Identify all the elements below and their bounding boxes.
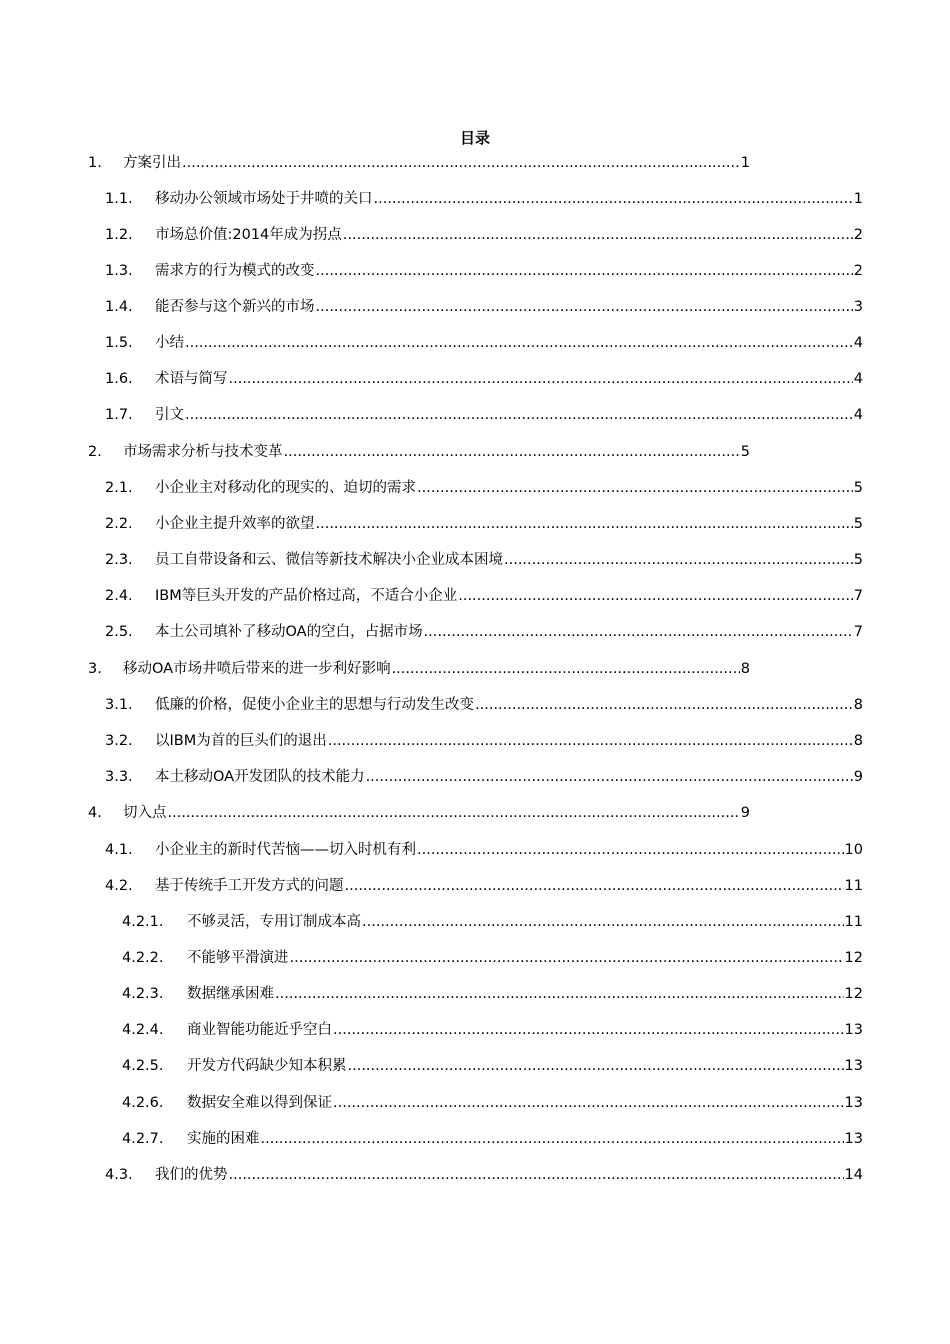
toc-entry-number: 4.2.2. (122, 950, 164, 966)
toc-dot-leader (504, 550, 853, 570)
toc-entry[interactable] (105, 840, 863, 860)
toc-entry-number: 4.2.7. (122, 1131, 164, 1147)
toc-entry-title: IBM等巨头开发的产品价格过高，不适合小企业 (155, 588, 458, 604)
toc-entry[interactable] (122, 984, 863, 1004)
toc-entry-number: 1.6. (105, 371, 133, 387)
toc-entry[interactable] (105, 333, 863, 353)
toc-entry-page-number: 7 (853, 588, 863, 604)
toc-entry[interactable] (122, 1129, 863, 1149)
toc-entry-page-number: 8 (853, 733, 863, 749)
toc-entry-page-number: 5 (740, 444, 750, 460)
toc-entry[interactable] (105, 514, 863, 534)
toc-entry-title: 需求方的行为模式的改变 (155, 263, 315, 279)
toc-entry[interactable] (122, 948, 863, 968)
toc-entry[interactable] (105, 876, 863, 896)
toc-entry-title: 数据继承困难 (187, 986, 274, 1002)
toc-entry-title: 实施的困难 (187, 1131, 260, 1147)
toc-entry[interactable] (88, 659, 750, 679)
toc-entry-number: 2.3. (105, 552, 133, 568)
toc-entry-title: 方案引出 (123, 155, 181, 171)
toc-entry-page-number: 4 (853, 407, 863, 423)
toc-entry-number: 2.4. (105, 588, 133, 604)
toc-entry-title: 能否参与这个新兴的市场 (155, 299, 315, 315)
toc-entry-title: 小企业主提升效率的欲望 (155, 516, 315, 532)
toc-entry-title: 低廉的价格，促使小企业主的思想与行动发生改变 (155, 697, 474, 713)
toc-dot-leader (366, 767, 853, 787)
toc-dot-leader (185, 405, 853, 425)
toc-entry-title: 小企业主的新时代苦恼——切入时机有利 (155, 842, 416, 858)
toc-entry-title: 基于传统手工开发方式的问题 (155, 878, 344, 894)
toc-entry-page-number: 7 (853, 624, 863, 640)
toc-entry-title: 不能够平滑演进 (187, 950, 289, 966)
toc-entry[interactable] (105, 695, 863, 715)
toc-entry-number: 1.2. (105, 227, 133, 243)
toc-entry[interactable] (88, 442, 750, 462)
toc-entry-title: 本土公司填补了移动OA的空白，占据市场 (155, 624, 423, 640)
toc-entry-page-number: 8 (853, 697, 863, 713)
toc-entry-page-number: 2 (853, 227, 863, 243)
toc-entry[interactable] (122, 912, 863, 932)
toc-entry-title: 移动办公领域市场处于井喷的关口 (155, 191, 373, 207)
toc-entry-title: 数据安全难以得到保证 (187, 1095, 332, 1111)
toc-dot-leader (284, 442, 740, 462)
toc-entry-number: 4.3. (105, 1167, 133, 1183)
toc-dot-leader (229, 369, 853, 389)
toc-entry-title: 不够灵活，专用订制成本高 (187, 914, 361, 930)
toc-entry-page-number: 10 (844, 842, 863, 858)
toc-dot-leader (316, 261, 853, 281)
toc-title: 目录 (459, 129, 490, 147)
toc-dot-leader (362, 912, 844, 932)
toc-entry-title: 切入点 (123, 805, 167, 821)
toc-entry-title: 本土移动OA开发团队的技术能力 (155, 769, 365, 785)
toc-entry-title: 商业智能功能近乎空白 (187, 1022, 332, 1038)
toc-entry-number: 3.1. (105, 697, 133, 713)
toc-dot-leader (475, 695, 853, 715)
toc-dot-leader (185, 333, 853, 353)
toc-entry[interactable] (105, 622, 863, 642)
toc-entry-page-number: 4 (853, 371, 863, 387)
toc-entry-page-number: 12 (844, 986, 863, 1002)
toc-dot-leader (424, 622, 853, 642)
toc-dot-leader (417, 840, 844, 860)
toc-entry-number: 4. (88, 805, 102, 821)
toc-entry[interactable] (105, 478, 863, 498)
toc-entry-page-number: 5 (853, 480, 863, 496)
toc-entry-page-number: 13 (844, 1058, 863, 1074)
toc-dot-leader (168, 803, 740, 823)
toc-entry[interactable] (105, 550, 863, 570)
toc-entry-title: 移动OA市场井喷后带来的进一步利好影响 (123, 661, 391, 677)
toc-entry-number: 4.1. (105, 842, 133, 858)
toc-entry-number: 2.1. (105, 480, 133, 496)
toc-dot-leader (392, 659, 740, 679)
toc-entry-page-number: 1 (740, 155, 750, 171)
toc-entry-title: 开发方代码缺少知本积累 (187, 1058, 347, 1074)
toc-entry[interactable] (122, 1056, 863, 1076)
toc-dot-leader (345, 876, 844, 896)
toc-entry-number: 2. (88, 444, 102, 460)
toc-entry[interactable] (105, 586, 863, 606)
toc-dot-leader (328, 731, 853, 751)
toc-entry[interactable] (88, 803, 750, 823)
toc-dot-leader (182, 153, 740, 173)
toc-entry-title: 我们的优势 (155, 1167, 228, 1183)
toc-entry-title: 员工自带设备和云、微信等新技术解决小企业成本困境 (155, 552, 503, 568)
toc-entry-page-number: 9 (853, 769, 863, 785)
toc-entry-title: 市场总价值:2014年成为拐点 (155, 227, 342, 243)
toc-dot-leader (316, 514, 853, 534)
toc-entry[interactable] (105, 731, 863, 751)
toc-entry-page-number: 8 (740, 661, 750, 677)
toc-entry-page-number: 2 (853, 263, 863, 279)
toc-entry-page-number: 13 (844, 1131, 863, 1147)
toc-entry-page-number: 14 (844, 1167, 863, 1183)
toc-dot-leader (343, 225, 853, 245)
toc-entry[interactable] (122, 1093, 863, 1113)
toc-dot-leader (333, 1093, 844, 1113)
toc-entry-number: 3. (88, 661, 102, 677)
toc-entry[interactable] (105, 767, 863, 787)
toc-entry-page-number: 3 (853, 299, 863, 315)
toc-entry-number: 4.2.1. (122, 914, 164, 930)
toc-entry-page-number: 5 (853, 552, 863, 568)
toc-entry-number: 4.2. (105, 878, 133, 894)
toc-entry-title: 小结 (155, 335, 184, 351)
toc-entry-number: 2.5. (105, 624, 133, 640)
toc-entry[interactable] (105, 369, 863, 389)
toc-entry-number: 4.2.6. (122, 1095, 164, 1111)
toc-dot-leader (417, 478, 853, 498)
toc-entry-title: 小企业主对移动化的现实的、迫切的需求 (155, 480, 416, 496)
toc-entry-number: 1.3. (105, 263, 133, 279)
toc-dot-leader (348, 1056, 844, 1076)
toc-entry-number: 1.4. (105, 299, 133, 315)
toc-dot-leader (316, 297, 853, 317)
toc-dot-leader (275, 984, 844, 1004)
toc-dot-leader (374, 189, 853, 209)
toc-entry-page-number: 11 (844, 914, 863, 930)
toc-dot-leader (229, 1165, 844, 1185)
toc-entry[interactable] (105, 405, 863, 425)
toc-entry-page-number: 12 (844, 950, 863, 966)
toc-entry-title: 引文 (155, 407, 184, 423)
toc-entry[interactable] (122, 1020, 863, 1040)
toc-entry-page-number: 1 (853, 191, 863, 207)
toc-entry-page-number: 13 (844, 1022, 863, 1038)
toc-entry-page-number: 13 (844, 1095, 863, 1111)
toc-entry-title: 术语与简写 (155, 371, 228, 387)
toc-entry[interactable] (88, 153, 750, 173)
toc-entry-page-number: 11 (844, 878, 863, 894)
toc-dot-leader (333, 1020, 844, 1040)
toc-entry-number: 3.2. (105, 733, 133, 749)
toc-entry-title: 以IBM为首的巨头们的退出 (155, 733, 327, 749)
toc-dot-leader (261, 1129, 844, 1149)
toc-entry-title: 市场需求分析与技术变革 (123, 444, 283, 460)
toc-entry-page-number: 9 (740, 805, 750, 821)
toc-entry-page-number: 4 (853, 335, 863, 351)
toc-entry-number: 1. (88, 155, 102, 171)
toc-entry[interactable] (105, 1165, 863, 1185)
toc-entry-number: 4.2.3. (122, 986, 164, 1002)
toc-entry-number: 1.1. (105, 191, 133, 207)
toc-entry[interactable] (105, 225, 863, 245)
toc-entry[interactable] (105, 297, 863, 317)
toc-dot-leader (290, 948, 844, 968)
toc-entry-number: 4.2.4. (122, 1022, 164, 1038)
toc-entry[interactable] (105, 189, 863, 209)
toc-entry-number: 4.2.5. (122, 1058, 164, 1074)
toc-entry-number: 2.2. (105, 516, 133, 532)
toc-entry[interactable] (105, 261, 863, 281)
toc-entry-number: 1.7. (105, 407, 133, 423)
toc-entry-page-number: 5 (853, 516, 863, 532)
toc-dot-leader (458, 586, 853, 606)
toc-entry-number: 1.5. (105, 335, 133, 351)
toc-entry-number: 3.3. (105, 769, 133, 785)
